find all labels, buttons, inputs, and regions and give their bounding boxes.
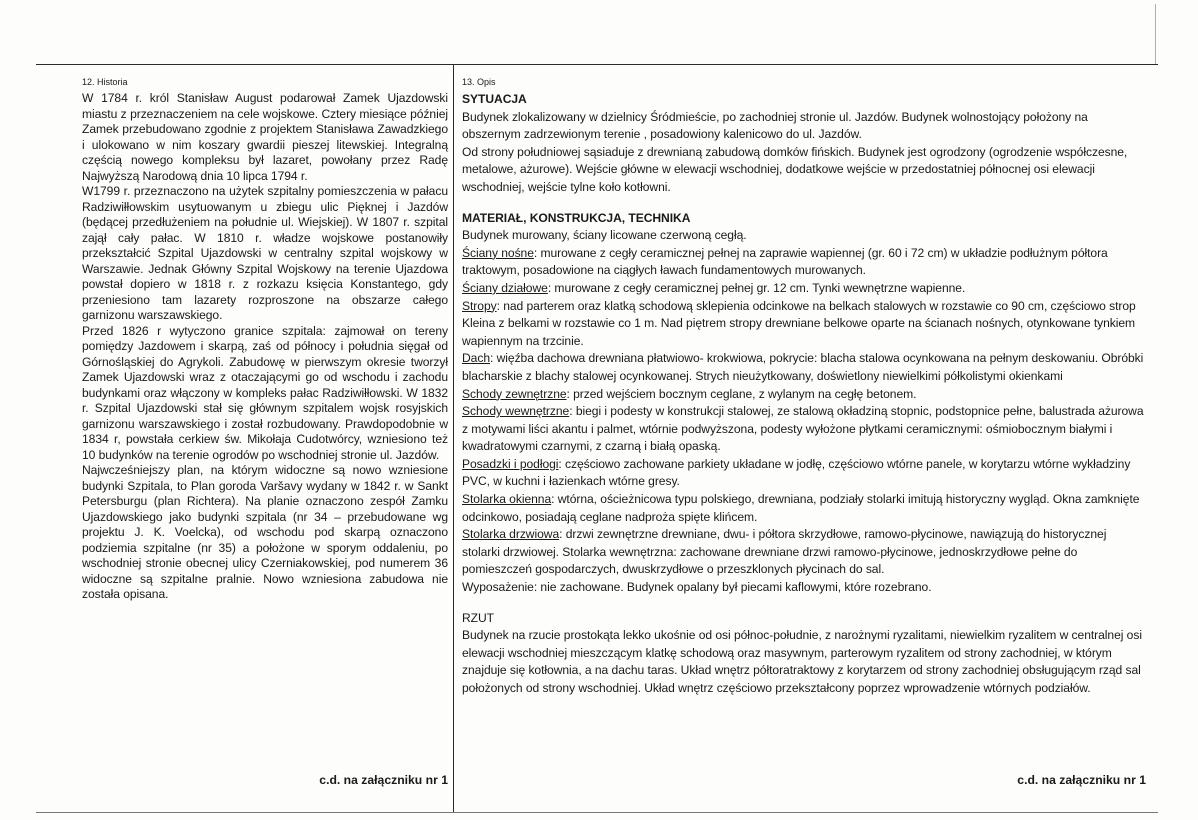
history-text: [82, 91, 448, 603]
material-item: [462, 350, 1146, 385]
description-column: [462, 76, 1146, 698]
heading-material: MATERIAŁ, KONSTRUKCJA, TECHNIKA: [462, 210, 691, 225]
description-continued-note: c.d. na załączniku nr 1: [1017, 773, 1146, 787]
right-edge-rule: [1155, 4, 1156, 64]
material-item: [462, 456, 1146, 491]
history-paragraph: W1799 r. przeznaczono na użytek szpitalny pomieszczenia w pałacu Radziwiłłowskim usytuowanym u zbiegu ulic Pięknej i Jazdów (będącej przedłużeniem na południe ul. Wiejskiej). W 1807 r. szpital zajął cały pałac. W 1810 r. władze wojskowe postanowiły przekształcić Szpital Ujazdowski w centralny szpital wojskowy w Warszawie. Jednak Główny Szpital Wojskowy na terenie Ujazdowa powstał dopiero w 1818 r. z rozkazu księcia Konstantego, gdy przeniesiono tam lazarety rozproszone na obszarze całego garnizonu warszawskiego.: [82, 184, 448, 322]
material-item-label: Stolarka drzwiowa: [462, 527, 560, 542]
description-text: [462, 91, 1146, 698]
material-item-text: : murowane z cegły ceramicznej pełnej gr. 12 cm. Tynki wewnętrzne wapienne.: [547, 280, 966, 295]
material-item-text: : biegi i podesty w konstrukcji stalowej, ze stalową okładziną stopnic, podstopnice pełne, balustrada ażurowa z motywami liści akantu i palmet, wtórnie podwyższona, podesty wyłożone płytkami ceramicznymi: ośmiobocznym białymi i kwadratowymi czarnymi, z czarną i białą opaską.: [462, 404, 1144, 454]
material-intro: Budynek murowany, ściany licowane czerwoną cegłą.: [462, 228, 747, 243]
bottom-rule: [36, 812, 1158, 813]
material-item-text: : nad parterem oraz klatką schodową sklepienia odcinkowe na belkach stalowych w rozstawie co 90 cm, częściowo strop Kleina z belkami w rozstawie co 1 m. Nad piętrem stropy drewniane belkowe oparte na ścianach nośnych, otynkowane tynkiem wapiennym na trzcinie.: [462, 298, 1136, 348]
history-paragraph: W 1784 r. król Stanisław August podarował Zamek Ujazdowski miastu z przeznaczeniem na cele wojskowe. Cztery miesiące później Zamek przebudowano zgodnie z projektem Stanisława Zawadzkiego i ulokowano w nim koszary gwardii pieszej litewskiej. Integralną częścią nowego kompleksu był lazaret, powołany przez Radę Najwyższą Narodową dnia 10 lipca 1794 r.: [82, 91, 448, 183]
material-item-label: Posadzki i podłogi: [462, 456, 559, 471]
sytuacja-paragraph: Od strony południowej sąsiaduje z drewnianą zabudową domków fińskich. Budynek jest ogrodzony (ogrodzenie współczesne, metalowe, ażurowe). Wejście główne w elewacji wschodniej, dodatkowe wejście w przedostatniej północnej osi elewacji wschodniej, wejście tylne koło kotłowni.: [462, 144, 1128, 194]
material-item-text: : wtórna, ościeżnicowa typu polskiego, drewniana, podziały stolarki imitują historyczny wygląd. Okna zamknięte odcinkowo, posiadają ceglane nadproża spięte klińcem.: [462, 492, 1140, 524]
material-item-text: : więźba dachowa drewniana płatwiowo- krokwiowa, pokrycie: blacha stalowa ocynkowana na pełnym deskowaniu. Obróbki blacharskie z blachy stalowej ocynkowanej. Strych nieużytkowany, doświetlony niewielkimi półkolistymi okienkami: [462, 351, 1144, 383]
material-item: [462, 403, 1146, 456]
material-item: [462, 491, 1146, 526]
rzut-paragraph: Budynek na rzucie prostokąta lekko ukośnie od osi północ-południe, z narożnymi ryzalitami, niewielkim ryzalitem w centralnej osi elewacji wschodniej mieszczącym klatkę schodową oraz masywnym, parterowym ryzalitem od strony zachodniej, w którym znajduje się kotłownia, a na dachu taras. Układ wnętrz półtoratraktowy z korytarzem od strony zachodniej obsługującym rząd sal położonych od strony wschodniej. Układ wnętrz częściowo przekształcony poprzez wprowadzenie wtórnych podziałów.: [462, 628, 1142, 695]
material-item-label: Stropy: [462, 298, 497, 313]
material-item-label: Ściany nośne: [462, 245, 534, 260]
material-item: [462, 386, 1146, 404]
history-paragraph: Najwcześniejszy plan, na którym widoczne są nowo wzniesione budynki Szpitala, to Plan goroda Varšavy wydany w 1842 r. w Sankt Petersburgu (plan Richtera). Na planie oznaczono zespół Zamku Ujazdowskiego jako budynki szpitala (nr 34 – przebudowane wg projektu J. K. Voelcka), od wschodu pod skarpą oznaczono podziemia szpitalne (nr 35) a położone w sporym oddaleniu, po wschodniej stronie obecnej ulicy Czerniakowskiej, pod numerem 36 widoczne są szpitalne pralnie. Nowo wzniesiona zabudowa nie została opisana.: [82, 463, 448, 601]
section-number-history: 12. Historia: [82, 77, 128, 87]
material-item: [462, 526, 1146, 579]
section-number-description: 13. Opis: [462, 77, 496, 87]
material-item-label: Schody zewnętrzne: [462, 386, 567, 401]
material-item-text: : przed wejściem bocznym ceglane, z wylanym na cegłę betonem.: [566, 386, 917, 401]
material-item: [462, 280, 1146, 298]
history-column: [82, 76, 448, 603]
heading-sytuacja: SYTUACJA: [462, 92, 527, 106]
material-item-label: Dach: [462, 351, 490, 366]
material-item-text: : murowane z cegły ceramicznej pełnej na zaprawie wapiennej (gr. 60 i 72 cm) w układzie podłużnym półtora traktowym, posadowione na ciągłych ławach fundamentowych murowanych.: [462, 245, 1108, 278]
material-item-text: : drzwi zewnętrzne drewniane, dwu- i półtora skrzydłowe, ramowo-płycinowe, nawiązują do historycznej stolarki drzwiowej. Stolarka wewnętrzna: zachowane drewniane drzwi ramowo-płycinowe, jednoskrzydłowe pełne do pomieszczeń gospodarczych, dwuskrzydłowe o przeszklonych płycinach do sal.: [462, 527, 1107, 577]
sytuacja-paragraph: Budynek zlokalizowany w dzielnicy Śródmieście, po zachodniej stronie ul. Jazdów. Budynek wolnostojący położony na obszernym zadrzewionym terenie , posadowiony kalenicowo do ul. Jazdów.: [462, 109, 1088, 142]
material-item-label: Schody wewnętrzne: [462, 404, 570, 419]
top-rule: [36, 64, 1158, 65]
material-item: [462, 298, 1146, 351]
material-item-label: Ściany działowe: [462, 280, 548, 295]
wyposazenie-text: Wyposażenie: nie zachowane. Budynek opalany był piecami kaflowymi, które rozebrano.: [462, 580, 932, 595]
material-item-text: : częściowo zachowane parkiety układane w jodłę, częściowo wtórne panele, w korytarzu wtórne wykładziny PVC, w kuchni i łazienkach wtórne gresy.: [462, 456, 1131, 489]
column-divider: [453, 64, 454, 812]
heading-rzut: RZUT: [462, 610, 495, 625]
history-continued-note: c.d. na załączniku nr 1: [319, 773, 448, 787]
material-item-label: Stolarka okienna: [462, 492, 552, 507]
history-paragraph: Przed 1826 r wytyczono granice szpitala: zajmował on tereny pomiędzy Jazdowem i skarpą, zaś od północy i południa sięgał od Górnośląskiej do Agrykoli. Zabudowę w pierwszym okresie tworzył Zamek Ujazdowski wraz z otaczającymi go od wschodu i zachodu budynkami oraz włączony w kompleks pałac Radziwiłłowski. W 1832 r. Szpital Ujazdowski stał się głównym szpitalem wojsk rosyjskich garnizonu warszawskiego i został rozbudowany. Prawdopodobnie w 1834 r, powstała cerkiew św. Mikołaja Cudotwórcy, wzniesiono też 10 budynków na terenie ogrodów po wschodniej stronie ul. Jazdów.: [82, 323, 448, 462]
material-item: [462, 245, 1146, 280]
